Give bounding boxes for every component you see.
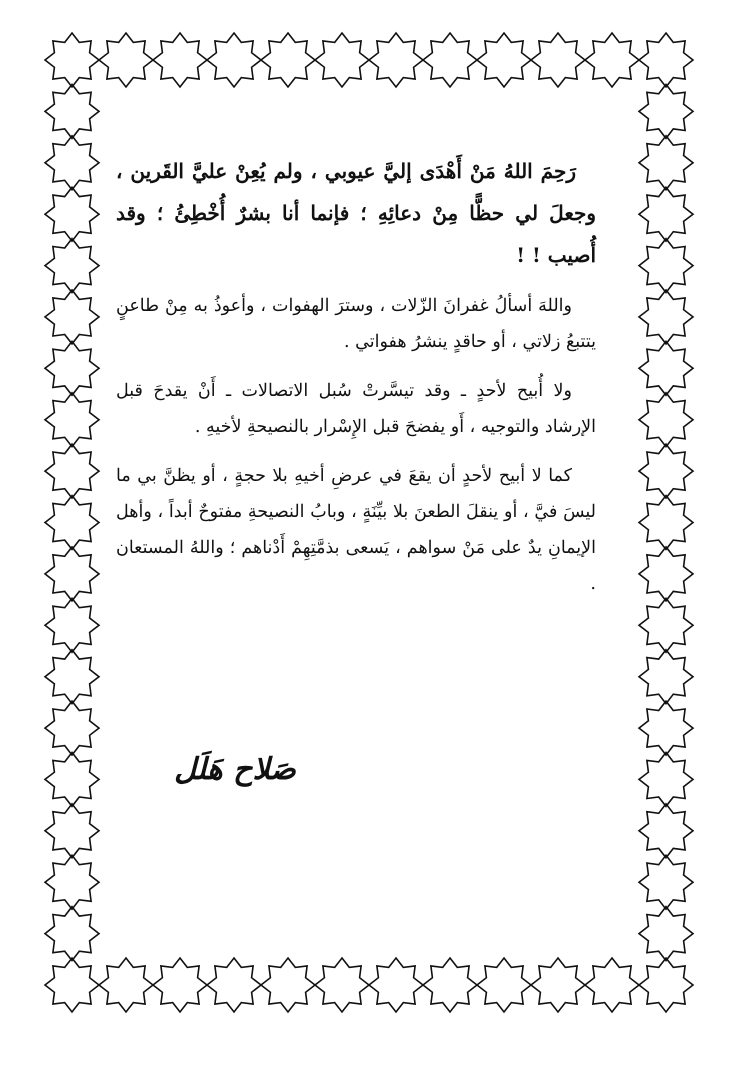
- author-signature: صَلاح هَلَل: [174, 752, 296, 787]
- border-star-ornament: [639, 393, 693, 447]
- border-star-ornament: [45, 752, 99, 806]
- border-star-ornament: [45, 290, 99, 344]
- border-star-ornament: [423, 958, 477, 1012]
- border-star-ornament: [153, 33, 207, 87]
- border-star-ornament: [45, 187, 99, 241]
- border-star-ornament: [639, 907, 693, 961]
- border-star-ornament: [45, 239, 99, 293]
- border-star-ornament: [639, 33, 693, 87]
- page-body: [116, 150, 596, 615]
- border-star-ornament: [369, 33, 423, 87]
- border-star-ornament: [45, 804, 99, 858]
- border-star-ornament: [369, 958, 423, 1012]
- border-star-ornament: [531, 33, 585, 87]
- border-star-ornament: [99, 33, 153, 87]
- paragraph-4: كما لا أبيح لأحدٍ أن يقعَ في عرضِ أخيهِ بلا حجةٍ ، أو يظنَّ بي ما ليسَ فيَّ ، أو ينقلَ الطعنَ بلا بيِّنَةٍ ، وبابُ النصيحةِ مفتوحٌ أبداً ، وأهل الإيمانِ يدٌ على مَنْ سواهم ، يَسعى بذمَّتِهِمْ أَدْناهم ؛ واللهُ المستعان .: [116, 466, 596, 594]
- paragraph-3: ولا أُبيح لأحدٍ ـ وقد تيسَّرتْ سُبل الاتصالات ـ أَنْ يقدحَ قبل الإرشاد والتوجيه ، أَو يفضحَ قبل الإِسْرار بالنصيحةِ لأخيهِ .: [116, 381, 596, 437]
- border-star-ornament: [45, 444, 99, 498]
- border-star-ornament: [639, 444, 693, 498]
- border-star-ornament: [45, 598, 99, 652]
- border-star-ornament: [315, 958, 369, 1012]
- border-star-ornament: [639, 752, 693, 806]
- border-star-ornament: [45, 496, 99, 550]
- border-star-ornament: [45, 958, 99, 1012]
- border-star-ornament: [45, 136, 99, 190]
- border-star-ornament: [639, 650, 693, 704]
- border-star-ornament: [531, 958, 585, 1012]
- border-star-ornament: [207, 958, 261, 1012]
- border-star-ornament: [45, 701, 99, 755]
- border-star-ornament: [639, 804, 693, 858]
- paragraph-2: واللهَ أسألُ غفرانَ الزّلات ، وسترَ الهفوات ، وأعوذُ به مِنْ طاعنٍ يتتبعُ زلاتي ، أو حاقدٍ ينشرُ هفواتي .: [116, 296, 596, 352]
- border-star-ornament: [639, 496, 693, 550]
- border-star-ornament: [207, 33, 261, 87]
- border-star-ornament: [639, 84, 693, 138]
- border-star-ornament: [423, 33, 477, 87]
- border-star-ornament: [153, 958, 207, 1012]
- border-star-ornament: [639, 341, 693, 395]
- paragraph-opening: رَحِمَ اللهُ مَنْ أَهْدَى إليَّ عيوبي ، ولم يُعِنْ عليَّ القَرين ، وجعلَ لي حظًّا مِنْ دعائِهِ ؛ فإنما أنا بشرٌ أُخْطِئُ ؛ وقد أُصيب ! !: [116, 159, 596, 267]
- border-star-ornament: [45, 393, 99, 447]
- border-star-ornament: [45, 84, 99, 138]
- border-star-ornament: [585, 958, 639, 1012]
- border-star-ornament: [45, 907, 99, 961]
- border-star-ornament: [45, 547, 99, 601]
- border-star-ornament: [639, 239, 693, 293]
- border-star-ornament: [261, 33, 315, 87]
- border-star-ornament: [45, 33, 99, 87]
- border-star-ornament: [639, 598, 693, 652]
- border-star-ornament: [639, 136, 693, 190]
- border-star-ornament: [639, 701, 693, 755]
- border-star-ornament: [639, 855, 693, 909]
- border-star-ornament: [639, 187, 693, 241]
- border-star-ornament: [477, 33, 531, 87]
- border-star-ornament: [99, 958, 153, 1012]
- border-star-ornament: [639, 547, 693, 601]
- border-star-ornament: [477, 958, 531, 1012]
- border-star-ornament: [45, 855, 99, 909]
- border-star-ornament: [315, 33, 369, 87]
- border-star-ornament: [639, 290, 693, 344]
- border-star-ornament: [261, 958, 315, 1012]
- border-star-ornament: [45, 341, 99, 395]
- border-star-ornament: [45, 650, 99, 704]
- border-star-ornament: [585, 33, 639, 87]
- border-star-ornament: [639, 958, 693, 1012]
